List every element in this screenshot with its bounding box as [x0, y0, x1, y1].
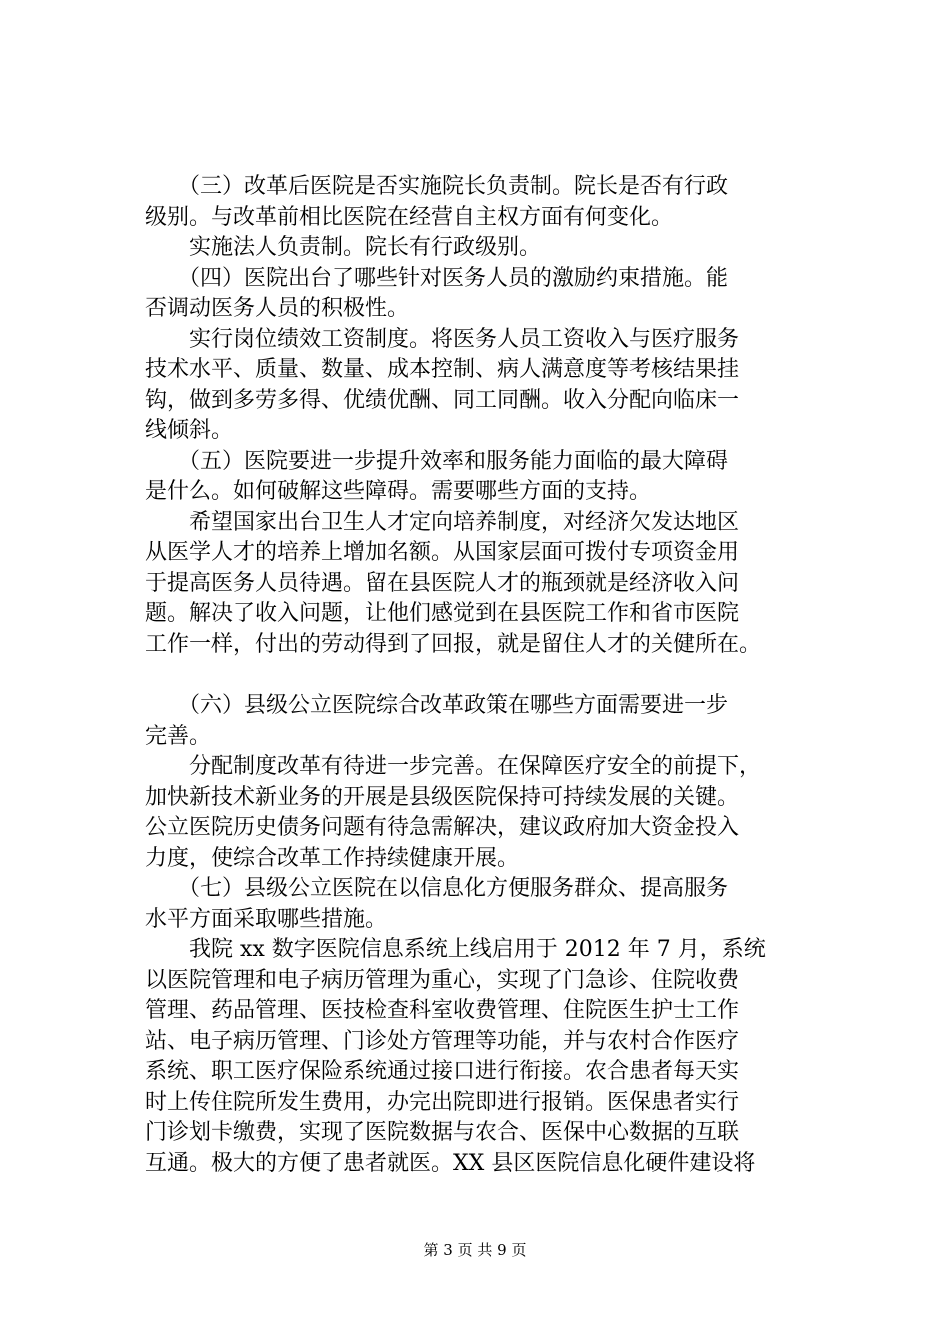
text-line: （七）县级公立医院在以信息化方便服务群众、提高服务 [145, 876, 729, 901]
document-body [145, 172, 805, 1179]
text-line: 题。解决了收入问题，让他们感觉到在县医院工作和省市医院 [145, 601, 740, 626]
page-number-footer: 第 3 页 共 9 页 [423, 1241, 527, 1259]
text-line: 级别。与改革前相比医院在经营自主权方面有何变化。 [145, 204, 674, 230]
text-line: 分配制度改革有待进一步完善。在保障医疗安全的前提下， [145, 754, 762, 779]
text-line: 互通。极大的方便了患者就医。XX 县区医院信息化硬件建设将 [145, 1150, 756, 1176]
text-line: 线倾斜。 [145, 418, 234, 443]
text-line: 以医院管理和电子病历管理为重心，实现了门急诊、住院收费 [145, 967, 740, 993]
text-line: 实施法人负责制。院长有行政级别。 [145, 235, 542, 260]
text-line: 是什么。如何破解这些障碍。需要哪些方面的支持。 [145, 479, 652, 504]
text-line: （六）县级公立医院综合改革政策在哪些方面需要进一步 [145, 693, 729, 718]
text-line: 实行岗位绩效工资制度。将医务人员工资收入与医疗服务 [145, 326, 740, 352]
text-line: 否调动医务人员的积极性。 [145, 296, 410, 321]
text-line: 公立医院历史债务问题有待急需解决，建议政府加大资金投入 [145, 815, 740, 840]
text-line: 门诊划卡缴费，实现了医院数据与农合、医保中心数据的互联 [145, 1120, 740, 1145]
text-line: 于提高医务人员待遇。留在县医院人才的瓶颈就是经济收入问 [145, 570, 740, 596]
text-line: 从医学人才的培养上增加名额。从国家层面可拨付专项资金用 [145, 540, 740, 565]
text-line: 完善。 [145, 723, 212, 749]
text-line: 时上传住院所发生费用，办完出院即进行报销。医保患者实行 [145, 1089, 740, 1115]
text-line: （四）医院出台了哪些针对医务人员的激励约束措施。能 [145, 265, 729, 291]
text-line: 力度，使综合改革工作持续健康开展。 [145, 845, 520, 871]
text-line: 钩，做到多劳多得、优绩优酬、同工同酬。收入分配向临床一 [145, 387, 740, 413]
text-line: （三）改革后医院是否实施院长负责制。院长是否有行政 [145, 174, 729, 199]
text-line: 加快新技术新业务的开展是县级医院保持可持续发展的关键。 [145, 784, 740, 810]
text-line: 站、电子病历管理、门诊处方管理等功能，并与农村合作医疗 [145, 1028, 740, 1054]
text-line: （五）医院要进一步提升效率和服务能力面临的最大障碍 [145, 448, 729, 474]
text-line: 技术水平、质量、数量、成本控制、病人满意度等考核结果挂 [145, 357, 740, 382]
text-line: 工作一样，付出的劳动得到了回报，就是留住人才的关健所在。 [145, 631, 762, 657]
text-line: 系统、职工医疗保险系统通过接口进行衔接。农合患者每天实 [145, 1059, 740, 1084]
text-line: 我院 xx 数字医院信息系统上线启用于 2012 年 7 月，系统 [145, 937, 766, 962]
text-line: 管理、药品管理、医技检查科室收费管理、住院医生护士工作 [145, 998, 740, 1023]
text-line: 水平方面采取哪些措施。 [145, 906, 388, 932]
text-line: 希望国家出台卫生人才定向培养制度，对经济欠发达地区 [145, 509, 740, 535]
blank-line [145, 660, 805, 691]
